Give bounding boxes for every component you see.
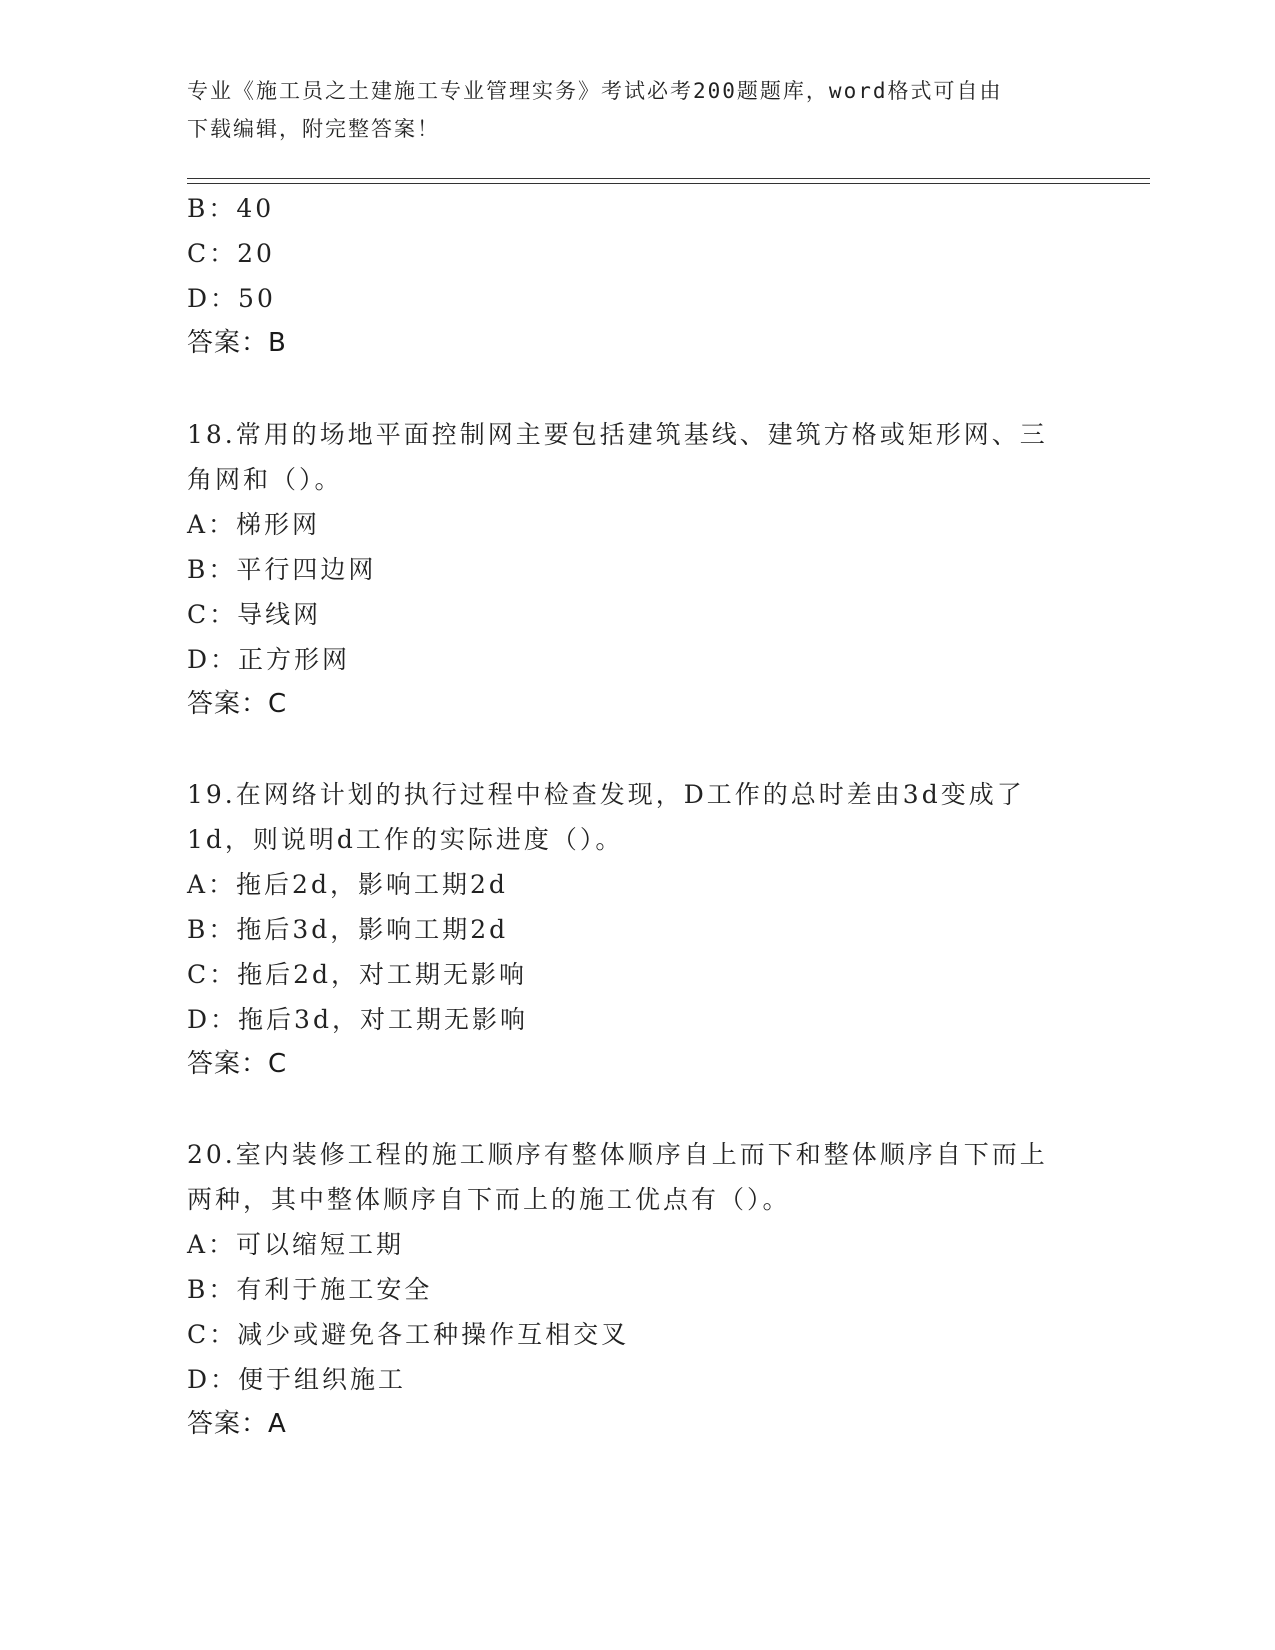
q17-answer: 答案：B — [187, 328, 287, 358]
q17-option-b: B：40 — [187, 194, 275, 223]
q19-stem-line-2: 1d，则说明d工作的实际进度（）。 — [187, 825, 624, 854]
q19-answer: 答案：C — [187, 1049, 288, 1079]
q18-option-d: D：正方形网 — [187, 645, 351, 674]
q18-option-b: B：平行四边网 — [187, 555, 377, 584]
q19-stem-line-1: 19.在网络计划的执行过程中检查发现，D工作的总时差由3d变成了 — [187, 780, 1025, 809]
q19-option-d: D：拖后3d，对工期无影响 — [187, 1005, 528, 1034]
q18-stem-line-1: 18.常用的场地平面控制网主要包括建筑基线、建筑方格或矩形网、三 — [187, 420, 1048, 449]
q20-answer: 答案：A — [187, 1409, 287, 1439]
q19-option-a: A：拖后2d，影响工期2d — [187, 870, 508, 899]
header-line-2: 下载编辑，附完整答案！ — [187, 117, 440, 141]
q20-option-c: C：减少或避免各工种操作互相交叉 — [187, 1320, 630, 1349]
q18-stem-line-2: 角网和（）。 — [187, 465, 343, 494]
q18-answer: 答案：C — [187, 689, 288, 719]
header-divider-bottom — [187, 183, 1150, 184]
q20-option-d: D：便于组织施工 — [187, 1365, 407, 1394]
header-divider-top — [187, 178, 1150, 179]
q20-option-b: B：有利于施工安全 — [187, 1275, 433, 1304]
header-line-1: 专业《施工员之土建施工专业管理实务》考试必考200题题库，word格式可自由 — [187, 79, 1003, 103]
q17-option-c: C：20 — [187, 239, 275, 268]
q20-stem-line-1: 20.室内装修工程的施工顺序有整体顺序自上而下和整体顺序自下而上 — [187, 1140, 1048, 1169]
document-header — [187, 72, 1077, 148]
q19-option-c: C：拖后2d，对工期无影响 — [187, 960, 528, 989]
q18-option-c: C：导线网 — [187, 600, 322, 629]
q20-option-a: A：可以缩短工期 — [187, 1230, 405, 1259]
q17-option-d: D：50 — [187, 284, 276, 313]
q18-option-a: A：梯形网 — [187, 510, 321, 539]
q20-stem-line-2: 两种，其中整体顺序自下而上的施工优点有（）。 — [187, 1185, 791, 1214]
q19-option-b: B：拖后3d，影响工期2d — [187, 915, 509, 944]
